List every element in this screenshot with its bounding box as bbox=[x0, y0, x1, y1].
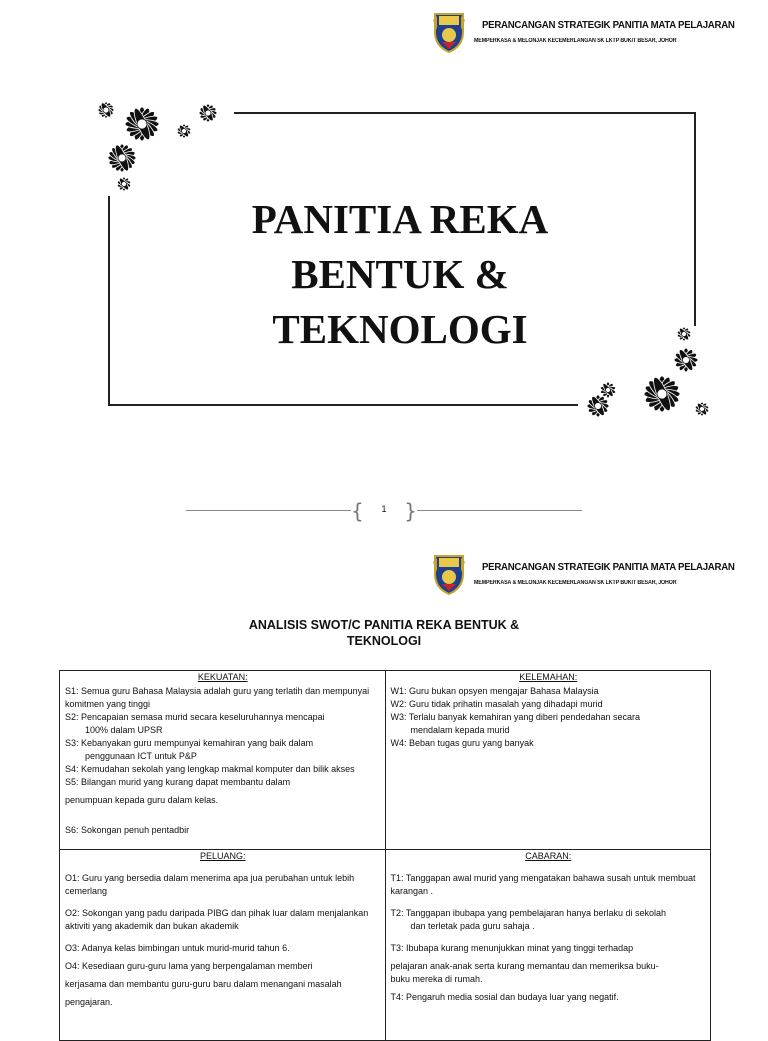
list-item: pelajaran anak-anak serta kurang memantau dan memeriksa buku- bbox=[390, 961, 659, 971]
list-item: dan terletak pada guru sahaja . bbox=[410, 921, 535, 931]
list-item: penggunaan ICT untuk P&P bbox=[85, 751, 197, 761]
page-number: 1 bbox=[381, 504, 387, 514]
cover-title-line: TEKNOLOGI bbox=[272, 306, 528, 352]
swot-table bbox=[59, 670, 711, 1041]
page-header bbox=[432, 552, 735, 598]
list-item: W2: Guru tidak prihatin masalah yang dihadapi murid bbox=[390, 699, 603, 709]
list-item: 100% dalam UPSR bbox=[85, 725, 163, 735]
list-item: S1: Semua guru Bahasa Malaysia adalah guru yang terlatih dan mempunyai komitmen yang tinggi bbox=[65, 686, 370, 709]
list-item: T4: Pengaruh media sosial dan budaya luar yang negatif. bbox=[390, 992, 619, 1002]
opportunities-heading: PELUANG: bbox=[199, 851, 246, 861]
list-item: S5: Bilangan murid yang kurang dapat membantu dalam bbox=[65, 777, 291, 787]
list-item: mendalam kepada murid bbox=[410, 725, 510, 735]
list-item: O4: Kesediaan guru-guru lama yang berpengalaman memberi bbox=[65, 961, 313, 971]
strengths-heading: KEKUATAN: bbox=[197, 672, 248, 682]
list-item: S2: Pencapaian semasa murid secara keseluruhannya mencapai bbox=[65, 712, 325, 722]
list-item: T1: Tanggapan awal murid yang mengatakan bahawa susah untuk membuat karangan . bbox=[390, 873, 696, 896]
header-title: PERANCANGAN STRATEGIK PANITIA MATA PELAJARAN bbox=[482, 561, 735, 573]
footer-rule bbox=[417, 510, 582, 511]
footer-rule bbox=[186, 510, 351, 511]
list-item: T2: Tanggapan ibubapa yang pembelajaran hanya berlaku di sekolah bbox=[390, 908, 667, 918]
analysis-title-line: TEKNOLOGI bbox=[346, 634, 422, 648]
list-item: S6: Sokongan penuh pentadbir bbox=[65, 825, 190, 835]
header-subtitle: MEMPERKASA & MELONJAK KECEMERLANGAN SK LKTP BUKIT BESAR, JOHOR bbox=[474, 38, 677, 44]
list-item: W1: Guru bukan opsyen mengajar Bahasa Malaysia bbox=[390, 686, 599, 696]
page-number-footer bbox=[186, 498, 582, 524]
list-item: W4: Beban tugas guru yang banyak bbox=[390, 738, 534, 748]
list-item: O2: Sokongan yang padu daripada PIBG dan pihak luar dalam menjalankan aktiviti yang akademik dan bukan akademik bbox=[65, 908, 369, 931]
threats-heading: CABARAN: bbox=[525, 851, 572, 861]
list-item: O3: Adanya kelas bimbingan untuk murid-murid tahun 6. bbox=[65, 943, 290, 953]
page-header bbox=[432, 10, 735, 56]
list-item: buku mereka di rumah. bbox=[390, 974, 483, 984]
cover-title-line: PANITIA REKA bbox=[251, 196, 549, 242]
threats-cell bbox=[385, 850, 711, 1041]
analysis-title-line: ANALISIS SWOT/C PANITIA REKA BENTUK & bbox=[248, 618, 520, 632]
cover-title bbox=[160, 192, 640, 357]
list-item: kerjasama dan membantu guru-guru baru dalam menangani masalah bbox=[65, 979, 342, 989]
school-crest-icon bbox=[432, 552, 466, 596]
list-item: O1: Guru yang bersedia dalam menerima apa jua perubahan untuk lebih cemerlang bbox=[65, 873, 355, 896]
list-item: penumpuan kepada guru dalam kelas. bbox=[65, 795, 219, 805]
list-item: S4: Kemudahan sekolah yang lengkap makmal komputer dan bilik akses bbox=[65, 764, 355, 774]
flower-ornament-icon bbox=[94, 100, 234, 196]
cover-title-line: BENTUK & bbox=[291, 251, 509, 297]
header-title: PERANCANGAN STRATEGIK PANITIA MATA PELAJARAN bbox=[482, 19, 735, 31]
header-subtitle: MEMPERKASA & MELONJAK KECEMERLANGAN SK LKTP BUKIT BESAR, JOHOR bbox=[474, 580, 677, 586]
list-item: S3: Kebanyakan guru mempunyai kemahiran yang baik dalam bbox=[65, 738, 314, 748]
weaknesses-heading: KELEMAHAN: bbox=[519, 672, 578, 682]
school-crest-icon bbox=[432, 10, 466, 54]
strengths-cell bbox=[60, 671, 386, 850]
bracket-right-icon: } bbox=[404, 499, 417, 523]
weaknesses-cell bbox=[385, 671, 711, 850]
list-item: T3: Ibubapa kurang menunjukkan minat yang tinggi terhadap bbox=[390, 943, 634, 953]
opportunities-cell bbox=[60, 850, 386, 1041]
bracket-left-icon: { bbox=[351, 499, 364, 523]
list-item: pengajaran. bbox=[65, 997, 113, 1007]
analysis-title bbox=[200, 617, 568, 649]
list-item: W3: Terlalu banyak kemahiran yang diberi pendedahan secara bbox=[390, 712, 640, 722]
